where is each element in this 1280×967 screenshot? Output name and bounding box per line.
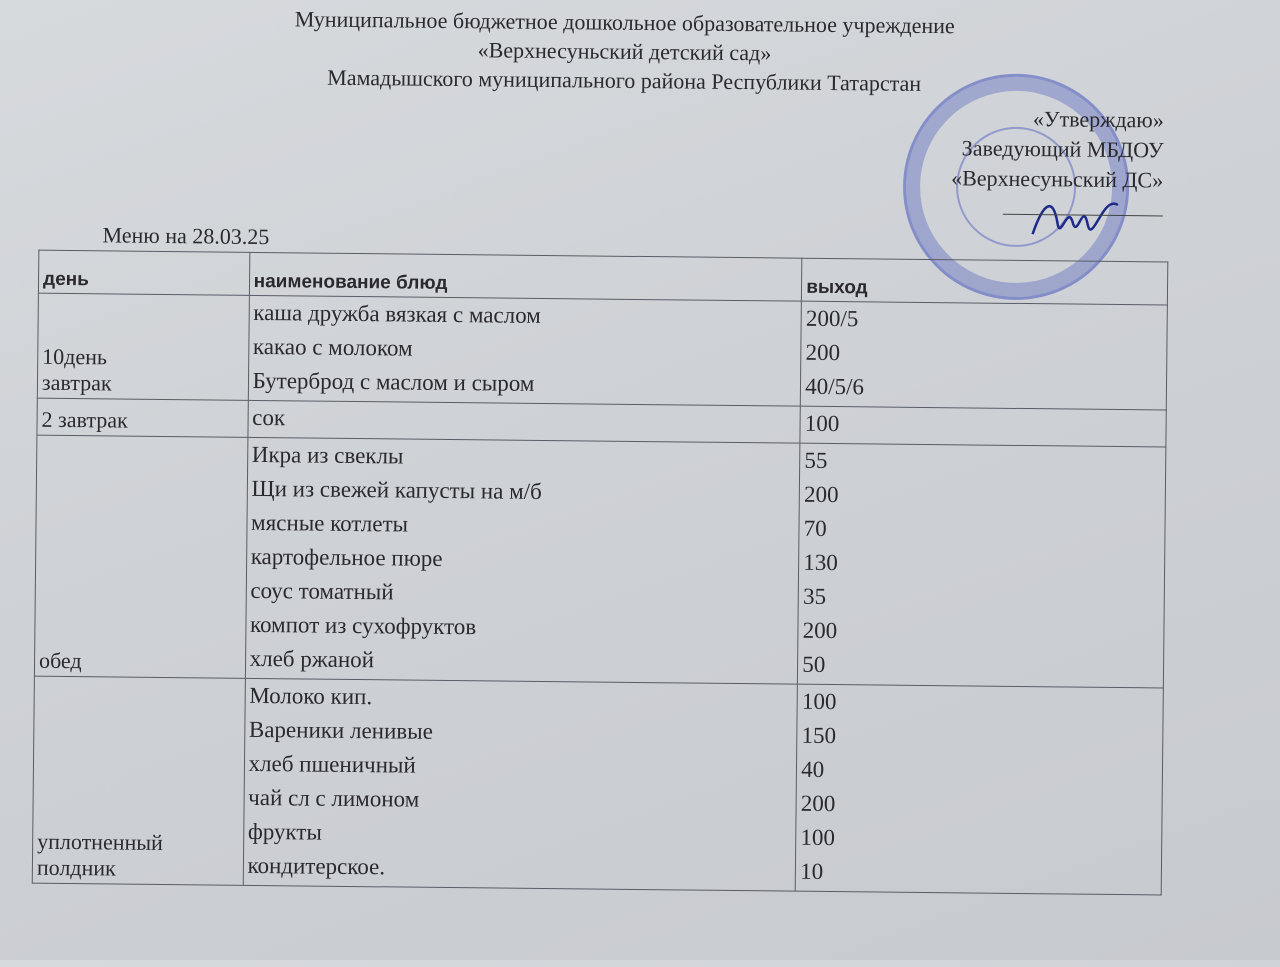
meal-label: полдник: [36, 854, 116, 881]
outputs-cell: [798, 443, 1166, 688]
dish-output: 10: [800, 858, 824, 884]
table-row: [34, 435, 1165, 688]
dish-output: 35: [802, 583, 827, 609]
dish-name: чай сл с лимоном: [248, 784, 420, 812]
menu-date: Меню на 28.03.25: [102, 222, 270, 250]
menu-body: [32, 293, 1167, 895]
outputs-cell: [795, 684, 1163, 895]
dish-output: 200: [800, 790, 836, 817]
header-line-2: «Верхнесуньский детский сад»: [477, 37, 772, 66]
meal-label: 10день: [42, 343, 108, 370]
dish-output: 200: [803, 481, 839, 508]
meal-label: завтрак: [41, 369, 112, 396]
dish-name: Бутерброд с маслом и сыром: [252, 367, 535, 396]
dish-name: Икра из свеклы: [251, 441, 404, 469]
dish-name: Щи из свежей капусты на м/б: [251, 475, 542, 504]
table-row: [32, 676, 1163, 895]
dish-output: 100: [800, 824, 836, 851]
approval-line-3: «Верхнесуньский ДС»: [951, 165, 1164, 193]
approval-block: [843, 102, 1164, 195]
dish-name: какао с молоком: [252, 333, 413, 361]
dish-output: 200: [802, 617, 838, 644]
dish-name: каша дружба вязкая с маслом: [253, 299, 541, 328]
dish-name: сок: [252, 404, 286, 431]
meal-cell: [37, 293, 249, 400]
table-row: [37, 293, 1167, 410]
dish-name: Вареники ленивые: [248, 716, 434, 744]
dish-output: 50: [802, 651, 826, 677]
dish-name: кондитерское.: [247, 852, 386, 880]
approval-line-2: Заведующий МБДОУ: [961, 135, 1164, 163]
approval-line-1: «Утверждаю»: [1032, 106, 1164, 133]
dish-output: 40: [801, 756, 825, 782]
signature: [1022, 184, 1133, 255]
outputs-cell: [800, 406, 1166, 447]
dishes-cell: [245, 437, 800, 684]
dish-name: картофельное пюре: [250, 543, 443, 571]
outputs-cell: [801, 301, 1168, 410]
dish-output: 55: [804, 447, 828, 473]
header-line-3: Мамадышского муниципального района Республики Татарстан: [327, 64, 922, 96]
dishes-cell: [248, 295, 802, 406]
header-dish: наименование блюд: [249, 252, 802, 301]
dish-name: компот из сухофруктов: [249, 611, 477, 640]
dish-output: 70: [803, 515, 827, 541]
dish-name: фрукты: [247, 818, 323, 845]
meal-cell: [34, 435, 247, 678]
dishes-cell: [243, 678, 798, 891]
meal-label: обед: [38, 647, 82, 674]
dish-name: мясные котлеты: [250, 509, 409, 537]
dish-name: Молоко кип.: [249, 682, 373, 710]
dishes-cell: [248, 400, 801, 443]
dish-output: 200/5: [805, 305, 859, 332]
dish-output: 150: [801, 722, 837, 749]
menu-table: [32, 250, 1169, 896]
meal-label: 2 завтрак: [41, 406, 128, 433]
dish-output: 40/5/6: [805, 373, 865, 400]
meal-cell: [37, 398, 248, 437]
dish-output: 100: [801, 688, 837, 715]
dish-name: хлеб пшеничный: [248, 750, 416, 778]
dish-output: 100: [804, 410, 840, 437]
meal-cell: [32, 676, 245, 885]
header-line-1: Муниципальное бюджетное дошкольное образовательное учреждение: [294, 6, 955, 39]
header-output: выход: [802, 258, 1168, 305]
dish-output: 130: [803, 549, 839, 576]
header-day: день: [38, 250, 249, 295]
dish-output: 200: [805, 339, 841, 366]
dish-name: хлеб ржаной: [249, 645, 375, 673]
meal-label: уплотненный: [37, 828, 164, 856]
dish-name: соус томатный: [250, 577, 394, 605]
